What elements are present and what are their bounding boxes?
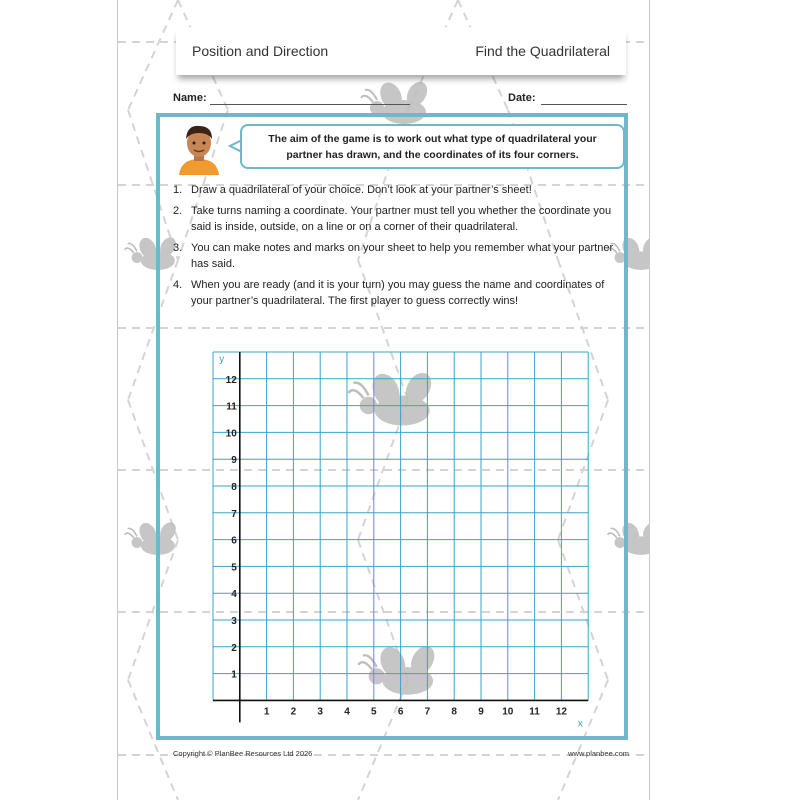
y-tick-label: 5: [231, 562, 237, 574]
y-tick-label: 7: [231, 508, 237, 520]
website-link[interactable]: www.planbee.com: [568, 749, 629, 758]
x-tick-label: 8: [451, 706, 457, 718]
instruction-text: Take turns naming a coordinate. Your partner must tell you whether the coordinate you said is inside, outside, on a line or on a corner of their quadrilateral.: [191, 205, 612, 233]
x-tick-label: 4: [344, 706, 350, 718]
worksheet-page: [117, 0, 650, 800]
y-tick-label: 4: [231, 589, 237, 601]
date-label: Date:: [508, 92, 536, 104]
copyright-text: Copyright © PlanBee Resources Ltd 2026: [173, 749, 313, 758]
x-tick-label: 10: [502, 706, 514, 718]
intro-speech-bubble: [240, 124, 625, 169]
instruction-number: 1.: [173, 184, 183, 196]
x-tick-label: 9: [478, 706, 484, 718]
y-tick-label: 3: [231, 616, 237, 627]
y-tick-label: 9: [231, 455, 237, 467]
instructions-list: [173, 182, 618, 314]
intro-text: The aim of the game is to work out what type of quadrilateral your partner has drawn, and the coordinates of its four corners.: [268, 132, 597, 161]
worksheet-header: [176, 27, 626, 75]
instruction-number: 3.: [173, 242, 183, 254]
date-field-line[interactable]: [541, 104, 627, 105]
name-date-row: [173, 92, 628, 110]
y-tick-label: 8: [231, 482, 237, 493]
coordinate-grid[interactable]: [203, 348, 593, 728]
x-tick-label: 5: [371, 706, 377, 718]
y-tick-label: 6: [231, 535, 237, 547]
name-field-line[interactable]: [210, 104, 410, 105]
y-tick-label: 1: [231, 669, 237, 681]
x-tick-label: 6: [397, 706, 404, 718]
instruction-text: When you are ready (and it is your turn) you may guess the name and coordinates of your partner’s quadrilateral. The first player to guess correctly wins!: [191, 279, 605, 307]
y-tick-label: 12: [225, 374, 237, 386]
x-tick-label: 11: [529, 706, 540, 718]
instruction-item: [173, 240, 618, 272]
y-axis-label: y: [219, 354, 225, 365]
x-tick-label: 7: [424, 706, 431, 718]
y-tick-label: 10: [225, 428, 237, 440]
instruction-item: [173, 277, 618, 309]
topic-title: Position and Direction: [192, 43, 329, 59]
name-label: Name:: [173, 92, 207, 104]
y-tick-label: 11: [226, 401, 237, 413]
instruction-number: 2.: [173, 205, 183, 217]
x-axis-label: x: [577, 718, 583, 728]
x-tick-label: 12: [555, 706, 567, 718]
instruction-item: [173, 203, 618, 235]
boy-avatar-icon: [175, 121, 223, 175]
y-tick-label: 2: [231, 642, 237, 654]
activity-title: Find the Quadrilateral: [475, 43, 610, 59]
x-tick-label: 3: [317, 706, 323, 718]
instruction-text: You can make notes and marks on your sheet to help you remember what your partner has said.: [191, 242, 614, 270]
x-tick-label: 1: [263, 706, 270, 718]
instruction-item: [173, 182, 618, 198]
instruction-number: 4.: [173, 279, 183, 291]
x-tick-label: 2: [290, 706, 297, 718]
instruction-text: Draw a quadrilateral of your choice. Don’t look at your partner’s sheet!: [191, 184, 532, 196]
